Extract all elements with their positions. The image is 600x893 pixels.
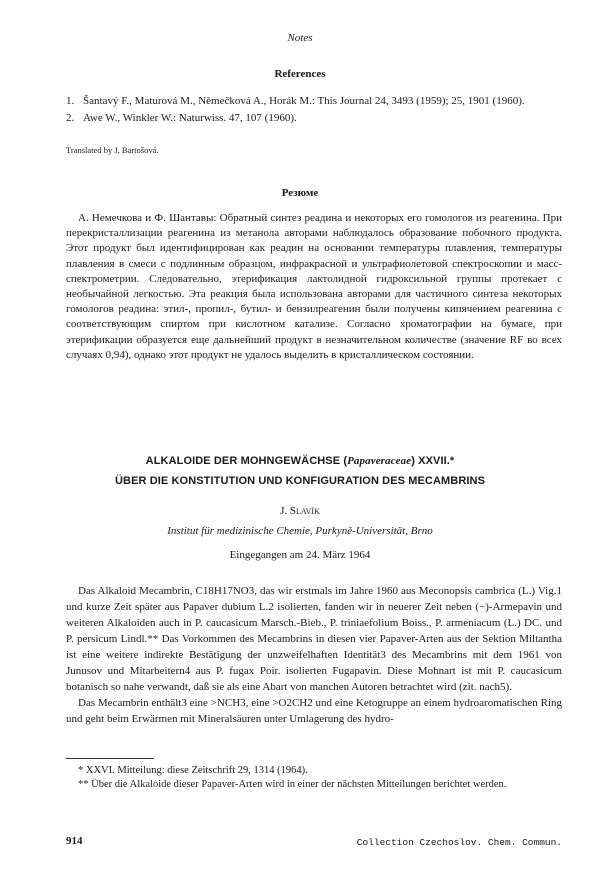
resume-text: А. Немечкова и Ф. Шантавы: Обратный синтез реадина и некоторых его гомологов из реагенина. При перекристаллизации реагенина из метанола авторами наблюдалось образование побочного продукта. Этот продукт был идентифицирован как реадин на основании температуры плавления, температуры плавления в смеси с подлинным образцом, инфракрасной и ультрафиолетовой спектроскопии и масс-спектрометрии. Следовательно, этерификация лактолидной гидроксильной группы протекает с необычайной легкостью. Эта реакция была использована авторами для частичного синтеза некоторых гомологов реадина: этил-, пропил-, бутил- и бензилреагенин были получены кипячением реагенина с соответствующим спиртом при кислотном катализе. Согласно хроматографии на бумаге, при этерификации образуется еще дальнейший продукт в незначительном количестве (значение RF во всех случаях 0,94), однако этот продукт не удалось выделить в кристаллическом состоянии.: [66, 212, 562, 361]
reference-number: 1.: [66, 95, 75, 107]
reference-item: [66, 111, 566, 126]
article-title-line2: ÜBER DIE KONSTITUTION UND KONFIGURATION DES MECAMBRINS: [114, 475, 486, 487]
footnotes: [66, 764, 562, 792]
references-list: [66, 94, 566, 128]
reference-text: Šantavý F., Maturová M., Němečková A., Horák M.: This Journal 24, 3493 (1959); 25, 1901 (1960).: [83, 95, 525, 107]
body-paragraph: Das Mecambrin enthält3 eine >NCH3, eine >O2CH2 und eine Ketogruppe an einem hydroaromatischen Ring und geht beim Erwärmen mit Mineralsäuren unter Umlagerung des hydro-: [66, 697, 562, 725]
resume-heading: Резюме: [281, 187, 319, 199]
reference-number: 2.: [66, 112, 75, 124]
article-title-line1: [0, 455, 600, 467]
running-head: Notes: [287, 32, 313, 44]
title-part: ) XXVII.*: [411, 455, 455, 467]
footnote-divider: [66, 758, 154, 759]
footnote: * XXVI. Mitteilung: diese Zeitschrift 29, 1314 (1964).: [78, 765, 308, 776]
body-paragraph: Das Alkaloid Mecambrin, C18H17NO3, das wir erstmals im Jahre 1960 aus Meconopsis cambrica (L.) Vig.1 und kurze Zeit später aus Papaver dubium L.2 isolierten, fanden wir in neuerer Zeit neben (−)-Armepavin und weiteren Alkaloiden auch in P. caucasicum Marsch.-Bieb., P. triniaefolium Boiss., P. armeniacum (L.) DC. und P. persicum Lindl.** Das Vorkommen des Mecambrins in diesen vier Papaver-Arten aus der Sektion Miltantha ist eine weitere indirekte Bestätigung der unzweifelhaften Identität3 des Mecambrins mit dem 1961 von Junusov und Mitarbeitern4 aus P. fugax Poir. isolierten Fugapavin. Diese Mohnart ist mit P. caucasicum botanisch so nahe verwandt, daß sie als eine Abart von manchen Autoren betrachtet wird (zit. nach5).: [66, 585, 562, 693]
received-date: Eingegangen am 24. März 1964: [229, 549, 371, 561]
article-body: [66, 583, 562, 727]
article-institute: Institut für medizinische Chemie, Purkyně-Universität, Brno: [167, 525, 433, 537]
translator-note: Translated by J. Bartošová.: [66, 145, 159, 155]
footnote: ** Über die Alkaloide dieser Papaver-Arten wird in einer der nächsten Mitteilungen berichtet werden.: [78, 779, 507, 790]
page-number: 914: [66, 835, 83, 847]
title-part: ALKALOIDE DER MOHNGEWÄCHSE (: [145, 455, 348, 467]
title-taxon: Papaveraceae: [347, 455, 412, 467]
article-author: J. Slavík: [280, 505, 320, 517]
references-heading: References: [274, 68, 326, 80]
reference-item: [66, 94, 566, 109]
journal-name: Collection Czechoslov. Chem. Commun.: [356, 837, 562, 848]
reference-text: Awe W., Winkler W.: Naturwiss. 47, 107 (1960).: [83, 112, 297, 124]
